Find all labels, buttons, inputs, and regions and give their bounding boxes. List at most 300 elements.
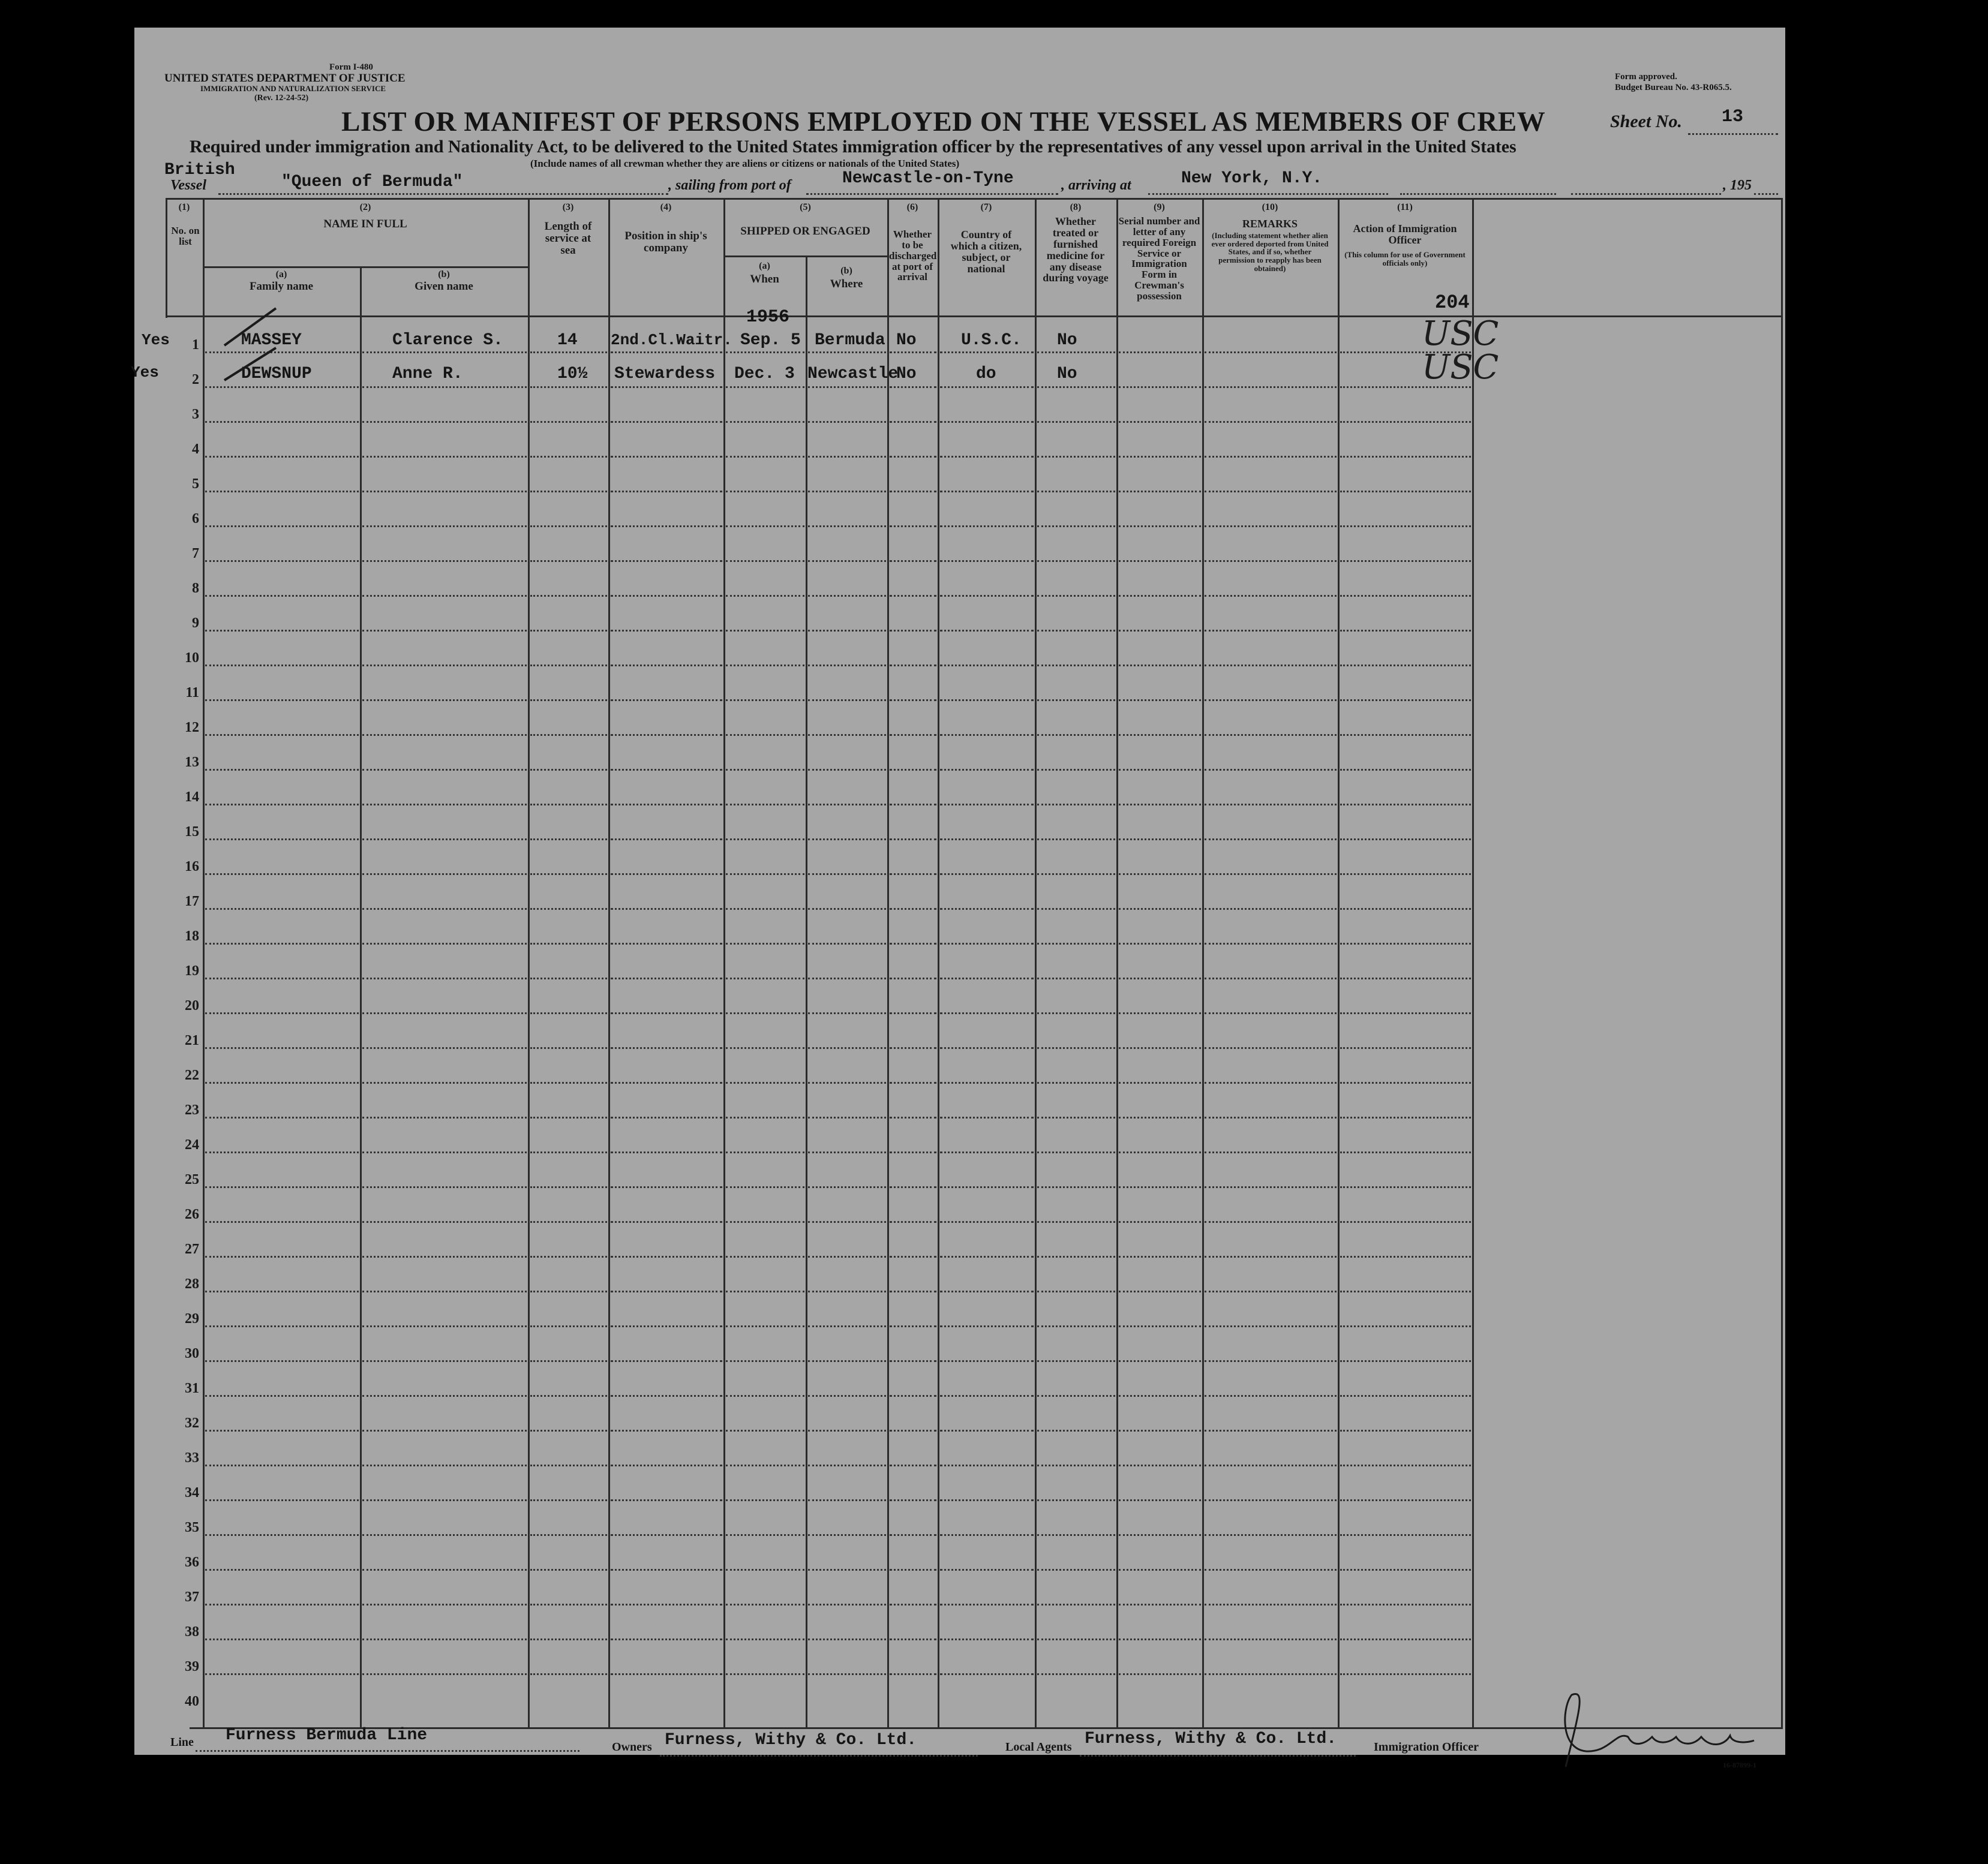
row-ruling <box>530 1534 607 1536</box>
row-ruling <box>530 1360 607 1362</box>
row-ruling <box>808 908 886 910</box>
row-ruling <box>205 1117 359 1119</box>
col-9-label: Serial number and letter of any required Foreign Service or Immigration Form in Crewman's possession <box>1118 215 1200 302</box>
row-number: 35 <box>185 1520 199 1535</box>
row-number: 34 <box>185 1485 199 1501</box>
row-ruling <box>890 1360 936 1362</box>
row-ruling <box>530 769 607 771</box>
row-ruling <box>611 1256 722 1258</box>
row-ruling <box>890 1499 936 1501</box>
row-ruling <box>890 1047 936 1049</box>
row-ruling <box>205 908 359 910</box>
row-ruling <box>205 943 359 945</box>
row-ruling <box>890 1152 936 1153</box>
row-ruling <box>1119 978 1201 979</box>
length-of-service: 14 <box>557 331 578 350</box>
row-ruling <box>726 1569 804 1571</box>
row-ruling <box>1119 769 1201 771</box>
row-number: 15 <box>185 824 199 840</box>
row-ruling <box>362 1465 527 1466</box>
row-ruling <box>1119 1117 1201 1119</box>
row-ruling <box>1340 1569 1471 1571</box>
row-ruling <box>1340 699 1471 701</box>
row-ruling <box>808 1047 886 1049</box>
row-ruling <box>362 1117 527 1119</box>
row-ruling <box>1205 1152 1337 1153</box>
row-ruling <box>726 1465 804 1466</box>
row-ruling <box>890 491 936 492</box>
row-ruling <box>808 1604 886 1606</box>
row-ruling <box>890 804 936 805</box>
row-ruling <box>205 1186 359 1188</box>
row-ruling <box>726 1430 804 1432</box>
row-ruling <box>362 1569 527 1571</box>
row-ruling <box>1340 1499 1471 1501</box>
family-name: MASSEY <box>241 331 302 350</box>
row-ruling <box>1340 1082 1471 1084</box>
row-ruling <box>205 1499 359 1501</box>
col-3-number: (3) <box>562 202 574 212</box>
col-5-label: SHIPPED OR ENGAGED <box>740 225 870 237</box>
row-ruling <box>890 1395 936 1397</box>
row-ruling <box>1037 873 1115 875</box>
row-ruling <box>726 1360 804 1362</box>
row-ruling <box>1205 1534 1337 1536</box>
row-ruling <box>940 630 1034 632</box>
row-ruling <box>530 1638 607 1640</box>
row-ruling <box>726 386 804 388</box>
row-number: 14 <box>185 789 199 805</box>
row-ruling <box>940 1117 1034 1119</box>
col-10-label: REMARKS <box>1242 218 1298 230</box>
row-ruling <box>611 1012 722 1014</box>
row-ruling <box>611 1186 722 1188</box>
row-ruling <box>940 1465 1034 1466</box>
row-ruling <box>1340 1465 1471 1466</box>
row-ruling <box>808 1465 886 1466</box>
row-ruling <box>530 734 607 736</box>
row-ruling <box>530 1395 607 1397</box>
row-ruling <box>362 1152 527 1153</box>
row-ruling <box>940 1604 1034 1606</box>
shipped-when: Sep. 5 <box>740 331 801 350</box>
page-title: LIST OR MANIFEST OF PERSONS EMPLOYED ON THE VESSEL AS MEMBERS OF CREW <box>341 106 1546 137</box>
row-ruling <box>1340 1012 1471 1014</box>
row-ruling <box>1340 1638 1471 1640</box>
row-ruling <box>530 1186 607 1188</box>
row-ruling <box>1037 1291 1115 1292</box>
row-ruling <box>940 1012 1034 1014</box>
row-ruling <box>1205 1395 1337 1397</box>
row-ruling <box>808 978 886 979</box>
row-ruling <box>890 769 936 771</box>
row-ruling <box>1037 1082 1115 1084</box>
row-ruling <box>1205 1430 1337 1432</box>
row-ruling <box>1340 665 1471 666</box>
row-ruling <box>808 943 886 945</box>
row-ruling <box>726 1395 804 1397</box>
row-ruling <box>530 351 607 353</box>
row-ruling <box>1340 873 1471 875</box>
row-ruling <box>611 1221 722 1223</box>
row-ruling <box>1340 1152 1471 1153</box>
col-5-number: (5) <box>800 202 811 212</box>
row-ruling <box>808 1499 886 1501</box>
row-ruling <box>362 1082 527 1084</box>
row-ruling <box>890 630 936 632</box>
row-ruling <box>808 386 886 388</box>
row-ruling <box>1119 560 1201 562</box>
row-ruling <box>611 1638 722 1640</box>
row-ruling <box>205 456 359 458</box>
row-ruling <box>808 491 886 492</box>
row-ruling <box>362 1047 527 1049</box>
row-ruling <box>890 838 936 840</box>
row-ruling <box>808 1186 886 1188</box>
row-ruling <box>1340 1673 1471 1675</box>
officer-number: 204 <box>1435 291 1470 314</box>
row-ruling <box>1340 525 1471 527</box>
row-ruling <box>1205 1291 1337 1292</box>
row-ruling <box>205 630 359 632</box>
row-ruling <box>1119 873 1201 875</box>
row-number: 33 <box>185 1450 199 1466</box>
row-ruling <box>726 908 804 910</box>
row-ruling <box>1340 1047 1471 1049</box>
sheet-number: 13 <box>1722 107 1744 127</box>
row-ruling <box>362 769 527 771</box>
row-ruling <box>611 734 722 736</box>
row-ruling <box>808 804 886 805</box>
row-ruling <box>1037 1360 1115 1362</box>
row-number: 22 <box>185 1068 199 1083</box>
row-ruling <box>530 873 607 875</box>
row-ruling <box>611 804 722 805</box>
row-ruling <box>726 525 804 527</box>
row-ruling <box>890 1569 936 1571</box>
row-ruling <box>890 1430 936 1432</box>
row-ruling <box>1119 1604 1201 1606</box>
row-ruling <box>726 1604 804 1606</box>
col-11-note: (This column for use of Government officials only) <box>1344 250 1466 267</box>
row-ruling <box>1037 838 1115 840</box>
row-ruling <box>1119 908 1201 910</box>
row-ruling <box>1340 1117 1471 1119</box>
row-ruling <box>611 630 722 632</box>
row-ruling <box>205 421 359 423</box>
row-ruling <box>940 1638 1034 1640</box>
col-4-number: (4) <box>660 202 672 212</box>
row-ruling <box>1205 1186 1337 1188</box>
row-ruling <box>530 1499 607 1501</box>
row-ruling <box>1037 734 1115 736</box>
row-ruling <box>808 734 886 736</box>
row-number: 39 <box>185 1659 199 1674</box>
row-ruling <box>890 525 936 527</box>
row-ruling <box>940 595 1034 597</box>
row-ruling <box>1119 1534 1201 1536</box>
row-ruling <box>205 525 359 527</box>
row-ruling <box>1037 1395 1115 1397</box>
col-7-number: (7) <box>980 202 992 212</box>
row-ruling <box>1119 943 1201 945</box>
row-ruling <box>205 699 359 701</box>
row-ruling <box>611 595 722 597</box>
row-ruling <box>362 1604 527 1606</box>
row-ruling <box>940 804 1034 805</box>
row-ruling <box>205 769 359 771</box>
row-ruling <box>530 1569 607 1571</box>
col-2b-label: Given name <box>415 280 473 293</box>
row-number: 20 <box>185 998 199 1014</box>
row-ruling <box>1340 734 1471 736</box>
row-ruling <box>1119 1047 1201 1049</box>
row-ruling <box>1119 491 1201 492</box>
row-ruling <box>530 1117 607 1119</box>
row-ruling <box>1205 1638 1337 1640</box>
row-ruling <box>1119 1638 1201 1640</box>
row-ruling <box>611 769 722 771</box>
row-ruling <box>890 873 936 875</box>
row-ruling <box>1119 665 1201 666</box>
row-ruling <box>205 1569 359 1571</box>
agents-label: Local Agents <box>1005 1740 1072 1754</box>
row-ruling <box>890 421 936 423</box>
row-ruling <box>890 665 936 666</box>
row-ruling <box>1119 1360 1201 1362</box>
row-ruling <box>726 838 804 840</box>
row-ruling <box>1037 1499 1115 1501</box>
row-ruling <box>1037 1256 1115 1258</box>
row-ruling <box>205 665 359 666</box>
row-ruling <box>890 943 936 945</box>
row-number: 13 <box>185 754 199 770</box>
row-ruling <box>1205 525 1337 527</box>
row-ruling <box>1119 1012 1201 1014</box>
row-ruling <box>362 1673 527 1675</box>
row-ruling <box>726 1082 804 1084</box>
row-ruling <box>940 734 1034 736</box>
row-ruling <box>611 560 722 562</box>
row-ruling <box>890 386 936 388</box>
row-ruling <box>808 769 886 771</box>
row-ruling <box>940 1152 1034 1153</box>
row-ruling <box>1037 978 1115 979</box>
row-ruling <box>1037 456 1115 458</box>
row-ruling <box>362 1186 527 1188</box>
row-ruling <box>1037 630 1115 632</box>
row-number: 5 <box>192 476 199 492</box>
row-ruling <box>890 560 936 562</box>
row-ruling <box>1340 838 1471 840</box>
medicine: No <box>1057 365 1077 383</box>
row-ruling <box>611 699 722 701</box>
row-ruling <box>1037 491 1115 492</box>
row-ruling <box>1037 1047 1115 1049</box>
row-ruling <box>611 978 722 979</box>
row-ruling <box>726 1152 804 1153</box>
row-ruling <box>726 595 804 597</box>
row-ruling <box>1119 595 1201 597</box>
row-ruling <box>205 1047 359 1049</box>
row-ruling <box>726 1012 804 1014</box>
row-ruling <box>611 1152 722 1153</box>
row-ruling <box>1037 1012 1115 1014</box>
row-ruling <box>1205 456 1337 458</box>
row-ruling <box>611 421 722 423</box>
row-ruling <box>362 908 527 910</box>
row-ruling <box>1340 1325 1471 1327</box>
row-ruling <box>611 1534 722 1536</box>
row-ruling <box>1119 1186 1201 1188</box>
row-ruling <box>940 351 1034 353</box>
row-number: 36 <box>185 1555 199 1570</box>
row-ruling <box>205 978 359 979</box>
row-ruling <box>205 1673 359 1675</box>
row-ruling <box>362 386 527 388</box>
row-ruling <box>530 560 607 562</box>
row-ruling <box>362 1430 527 1432</box>
shipped-where: Bermuda <box>815 331 885 350</box>
row-ruling <box>890 699 936 701</box>
row-ruling <box>205 1430 359 1432</box>
row-ruling <box>611 525 722 527</box>
row-ruling <box>362 1638 527 1640</box>
row-ruling <box>1037 1430 1115 1432</box>
row-ruling <box>1037 1673 1115 1675</box>
row-ruling <box>1119 1256 1201 1258</box>
row-ruling <box>530 525 607 527</box>
row-ruling <box>808 525 886 527</box>
department-name: UNITED STATES DEPARTMENT OF JUSTICE <box>164 72 406 85</box>
budget-bureau-number: Budget Bureau No. 43-R065.5. <box>1615 83 1732 92</box>
row-ruling <box>808 560 886 562</box>
row-ruling <box>530 1465 607 1466</box>
given-name: Clarence S. <box>392 331 503 350</box>
row-ruling <box>1037 1186 1115 1188</box>
row-ruling <box>205 1012 359 1014</box>
service-name: IMMIGRATION AND NATURALIZATION SERVICE <box>200 84 386 93</box>
row-ruling <box>1119 1291 1201 1292</box>
row-ruling <box>808 1534 886 1536</box>
row-ruling <box>726 421 804 423</box>
row-ruling <box>205 1465 359 1466</box>
row-ruling <box>1205 1047 1337 1049</box>
row-ruling <box>362 1221 527 1223</box>
row-ruling <box>362 1291 527 1292</box>
row-ruling <box>362 943 527 945</box>
shipped-where: Newcastle <box>807 365 899 383</box>
row-number: 28 <box>185 1276 199 1292</box>
row-ruling <box>808 699 886 701</box>
row-ruling <box>1205 1256 1337 1258</box>
row-ruling <box>530 1291 607 1292</box>
row-number: 16 <box>185 859 199 874</box>
row-ruling <box>808 1117 886 1119</box>
row-ruling <box>611 1360 722 1362</box>
row-ruling <box>1119 1569 1201 1571</box>
country: do <box>976 365 996 383</box>
medicine: No <box>1057 331 1077 350</box>
year-annotation: 1956 <box>746 307 790 327</box>
row-ruling <box>1119 838 1201 840</box>
row-ruling <box>611 351 722 353</box>
row-ruling <box>1205 351 1337 353</box>
row-ruling <box>611 1082 722 1084</box>
row-ruling <box>362 1360 527 1362</box>
row-ruling <box>808 1360 886 1362</box>
col-7-label: Country of which a citizen, subject, or national <box>950 229 1022 275</box>
discharged: No <box>896 365 917 383</box>
row-ruling <box>808 1012 886 1014</box>
row-ruling <box>1119 734 1201 736</box>
row-number: 8 <box>192 581 199 596</box>
row-ruling <box>1119 1430 1201 1432</box>
margin-note: Yes <box>142 331 170 349</box>
row-ruling <box>726 491 804 492</box>
row-ruling <box>362 873 527 875</box>
row-ruling <box>726 1117 804 1119</box>
row-ruling <box>362 978 527 979</box>
row-ruling <box>530 386 607 388</box>
shipped-when: Dec. 3 <box>734 365 795 383</box>
row-ruling <box>530 978 607 979</box>
row-ruling <box>1119 421 1201 423</box>
row-ruling <box>1340 630 1471 632</box>
row-ruling <box>1340 769 1471 771</box>
row-ruling <box>1205 1360 1337 1362</box>
row-ruling <box>940 978 1034 979</box>
row-number: 9 <box>192 615 199 631</box>
row-ruling <box>890 1534 936 1536</box>
row-number: 19 <box>185 963 199 979</box>
row-ruling <box>362 1395 527 1397</box>
row-ruling <box>808 1638 886 1640</box>
row-ruling <box>1340 1534 1471 1536</box>
row-ruling <box>940 525 1034 527</box>
row-ruling <box>530 630 607 632</box>
row-ruling <box>940 421 1034 423</box>
row-ruling <box>611 1673 722 1675</box>
row-ruling <box>1205 943 1337 945</box>
row-ruling <box>1205 386 1337 388</box>
row-ruling <box>1340 456 1471 458</box>
row-ruling <box>940 560 1034 562</box>
row-ruling <box>940 665 1034 666</box>
row-ruling <box>530 1430 607 1432</box>
line-label: Line <box>170 1736 194 1749</box>
include-note: (Include names of all crewman whether they are aliens or citizens or nationals of the United States) <box>530 158 960 169</box>
row-ruling <box>530 595 607 597</box>
row-ruling <box>808 1673 886 1675</box>
row-ruling <box>611 1325 722 1327</box>
row-ruling <box>1340 943 1471 945</box>
row-ruling <box>1037 1569 1115 1571</box>
length-of-service: 10½ <box>557 365 588 383</box>
row-ruling <box>1119 1325 1201 1327</box>
row-ruling <box>1119 699 1201 701</box>
row-ruling <box>1119 1499 1201 1501</box>
row-ruling <box>1340 908 1471 910</box>
row-ruling <box>940 456 1034 458</box>
row-ruling <box>530 943 607 945</box>
row-ruling <box>808 595 886 597</box>
row-ruling <box>1340 804 1471 805</box>
row-ruling <box>1205 838 1337 840</box>
row-ruling <box>1119 1221 1201 1223</box>
col-5b-sub: (b) <box>840 266 852 276</box>
vessel-nationality: British <box>164 161 235 179</box>
